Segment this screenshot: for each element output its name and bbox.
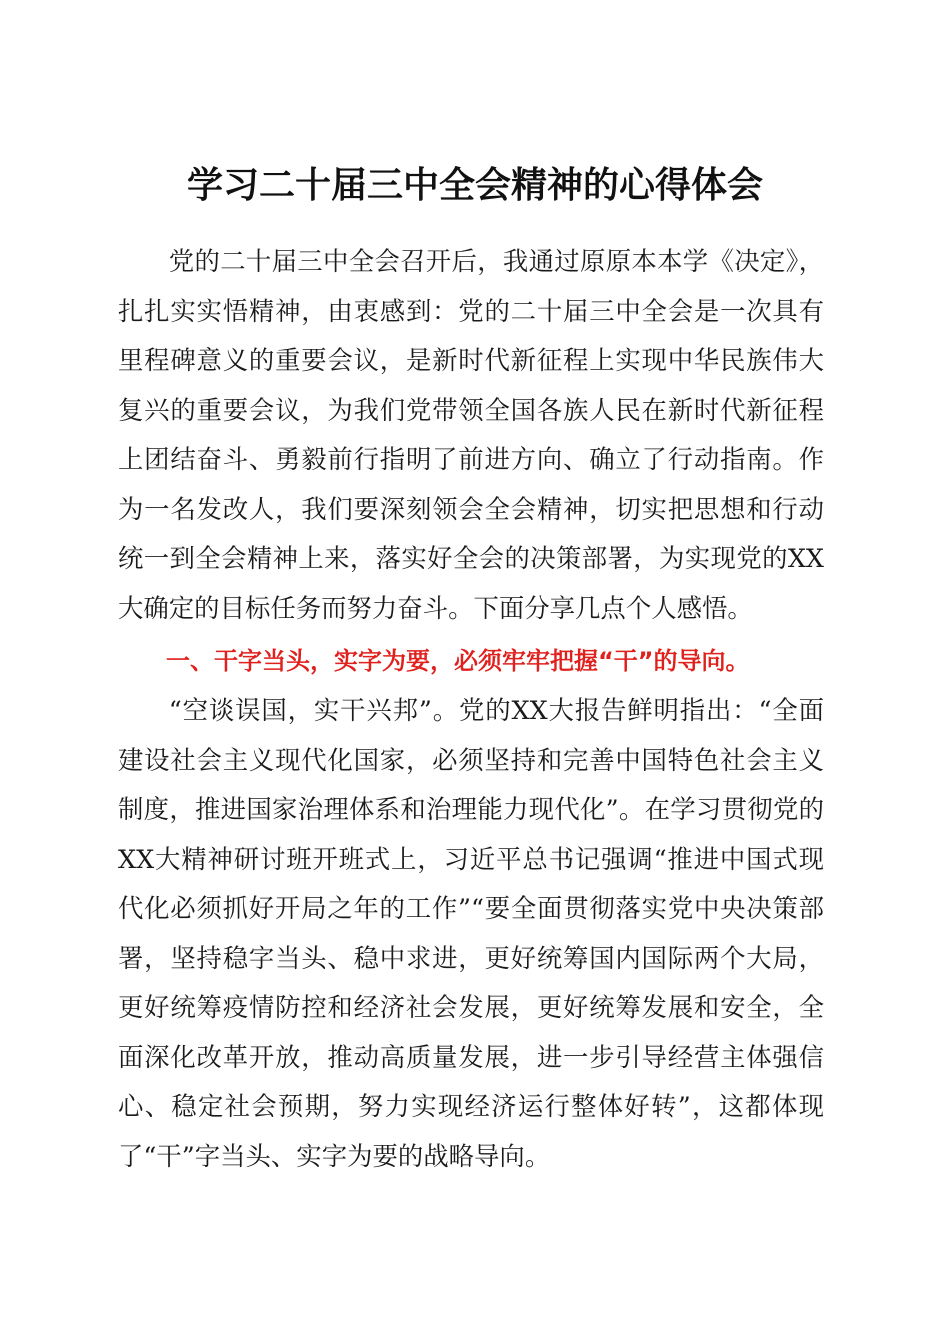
document-title: 学习二十届三中全会精神的心得体会 xyxy=(186,164,763,206)
section-paragraph: “空谈误国，实干兴邦”。党的XX大报告鲜明指出：“全面建设社会主义现代化国家，必须坚持和完善中国特色社会主义制度，推进国家治理体系和治理能力现代化”。在学习贯彻党的XX大精神研讨班开班式上，习近平总书记强调“推进中国式现代化必须抓好开局之年的工作”“要全面贯彻落实党中央决策部署，坚持稳字当头、稳中求进，更好统筹国内国际两个大局，更好统筹疫情防控和经济社会发展，更好统筹发展和安全，全面深化改革开放，推动高质量发展，进一步引导经营主体强信心、稳定社会预期，努力实现经济运行整体好转”，这都体现了“干”字当头、实字为要的战略导向。 xyxy=(118,695,824,1171)
intro-paragraph: 党的二十届三中全会召开后，我通过原原本本学《决定》，扎扎实实悟精神，由衷感到：党的二十届三中全会是一次具有里程碑意义的重要会议，是新时代新征程上实现中华民族伟大复兴的重要会议，为我们党带领全国各族人民在新时代新征程上团结奋斗、勇毅前行指明了前进方向、确立了行动指南。作为一名发改人，我们要深刻领会全会精神，切实把思想和行动统一到全会精神上来，落实好全会的决策部署，为实现党的XX大确定的目标任务而努力奋斗。下面分享几点个人感悟。 xyxy=(118,246,824,623)
section-heading: 一、干字当头，实字为要，必须牢牢把握“干”的导向。 xyxy=(166,647,750,675)
